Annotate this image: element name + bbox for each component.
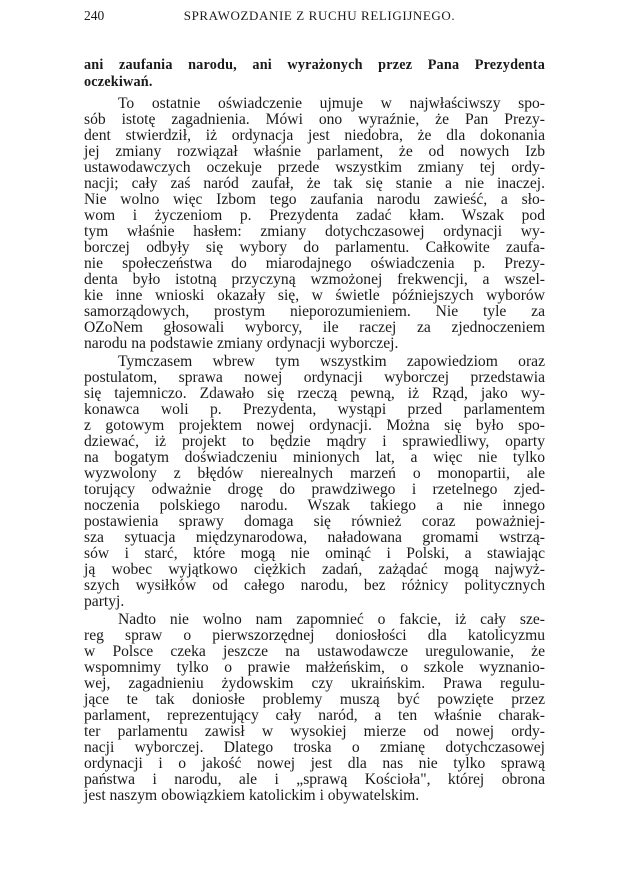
text-line: borczej odbyły się wybory do parlamentu. Całkowite zaufa- xyxy=(84,239,545,256)
text-line: nacji wyborczej. Dlatego troska o zmianę dotychczasowej xyxy=(84,739,545,756)
text-line: ją wobec wyjątkowo ciężkich zadań, zażądać mogą najwyż- xyxy=(84,561,545,578)
text-line: postulatom, sprawa nowej ordynacji wyborczej przedstawia xyxy=(84,369,545,386)
text-line: nacji; cały zaś naród zaufał, że tak się stanie a nie inaczej. xyxy=(84,175,545,192)
text-line: Tymczasem wbrew tym wszystkim zapowiedziom oraz xyxy=(118,353,545,370)
text-line: dent stwierdził, iż ordynacja jest niedobra, że dla dokonania xyxy=(84,127,545,144)
text-line: się tajemniczo. Zdawało się rzeczą pewną, iż Rząd, jako wy- xyxy=(84,385,545,402)
text-line: Nie wolno więc Izbom tego zaufania narodu zawieść, a sło- xyxy=(84,191,545,208)
text-line: kie inne wnioski okazały się, w świetle późniejszych wyborów xyxy=(84,287,545,304)
text-line: ani zaufania narodu, ani wyrażonych przez Pana Prezydenta xyxy=(84,57,545,73)
text-line: wspomnimy tylko o prawie małżeńskim, o szkole wyznanio- xyxy=(84,659,545,676)
text-line: sów i starć, które mogą nie ominąć i Polski, a stawiając xyxy=(84,545,545,562)
paragraph xyxy=(84,96,545,352)
text-line: samorządowych, prostym nieporozumieniem. Nie tyle za xyxy=(84,303,545,320)
body-text xyxy=(84,57,545,804)
text-line: reg spraw o pierwszorzędnej doniosłości dla katolicyzmu xyxy=(84,627,545,644)
page-number: 240 xyxy=(84,8,105,23)
text-line: oczekiwań. xyxy=(84,74,153,90)
text-line: w Polsce czeka jeszcze na ustawodawcze uregulowanie, że xyxy=(84,643,545,660)
text-line: OZoNem głosowali wyborcy, ile raczej za zjednoczeniem xyxy=(84,319,545,336)
text-line: tym właśnie hasłem: zmiany dotychczasowej ordynacji wy- xyxy=(84,223,545,240)
text-line: z gotowym projektem nowej ordynacji. Można się było spo- xyxy=(84,417,545,434)
text-line: narodu na podstawie zmiany ordynacji wyborczej. xyxy=(84,335,399,352)
text-line: Nadto nie wolno nam zapomnieć o fakcie, iż cały sze- xyxy=(118,611,545,628)
text-line: na bogatym doświadczeniu minionych lat, a więc nie tylko xyxy=(84,449,545,466)
text-line: sób istotę zagadnienia. Mówi ono wyraźnie, że Pan Prezy- xyxy=(84,111,545,128)
text-line: wyzwolony z błędów nierealnych marzeń o monopartii, ale xyxy=(84,465,545,482)
running-head xyxy=(84,8,545,28)
text-line: partyj. xyxy=(84,593,125,610)
running-title: SPRAWOZDANIE Z RUCHU RELIGIJNEGO. xyxy=(183,8,456,23)
text-line: parlament, reprezentujący cały naród, a ten właśnie charak- xyxy=(84,707,545,724)
text-line: konawca woli p. Prezydenta, wystąpi przed parlamentem xyxy=(84,401,545,418)
text-line: postawienia sprawy domaga się również coraz poważniej- xyxy=(84,513,545,530)
text-line: jące te tak doniosłe problemy muszą być powzięte przez xyxy=(84,691,545,708)
text-line: dziewać, iż projekt to będzie mądry i sprawiedliwy, oparty xyxy=(84,433,545,450)
paragraph xyxy=(84,612,545,804)
text-line: państwa i narodu, ale i „sprawą Kościoła", której obrona xyxy=(84,771,545,788)
text-line: ter parlamentu zawisł w wysokiej mierze od nowej ordy- xyxy=(84,723,545,740)
text-line: To ostatnie oświadczenie ujmuje w najwłaściwszy spo- xyxy=(118,95,545,112)
text-line: nie społeczeństwa do miarodajnego oświadczenia p. Prezy- xyxy=(84,255,545,272)
text-line: ordynacji i o jakość nowej jest dla nas nie tylko sprawą xyxy=(84,755,545,772)
text-line: jej zmiany rozwiązał właśnie parlament, że od nowych Izb xyxy=(84,143,545,160)
paragraph xyxy=(84,57,545,91)
text-line: wom i życzeniom p. Prezydenta zadać kłam. Wszak pod xyxy=(84,207,545,224)
text-line: noczenia polskiego narodu. Wszak takiego a nie innego xyxy=(84,497,545,514)
text-line: torujący odważnie drogę do prawdziwego i rzetelnego zjed- xyxy=(84,481,545,498)
text-line: jest naszym obowiązkiem katolickim i obywatelskim. xyxy=(84,787,420,804)
text-line: ustawodawczych oczekuje przede wszystkim zmiany tej ordy- xyxy=(84,159,545,176)
text-line: wej, zagadnieniu żydowskim czy ukraińskim. Prawa regulu- xyxy=(84,675,545,692)
text-line: sza sytuacja międzynarodowa, naładowana gromami wstrzą- xyxy=(84,529,545,546)
text-line: denta było istotną przyczyną wzmożonej frekwencji, a wszel- xyxy=(84,271,545,288)
paragraph xyxy=(84,354,545,610)
text-line: szych wysiłków od całego narodu, bez różnicy politycznych xyxy=(84,577,545,594)
